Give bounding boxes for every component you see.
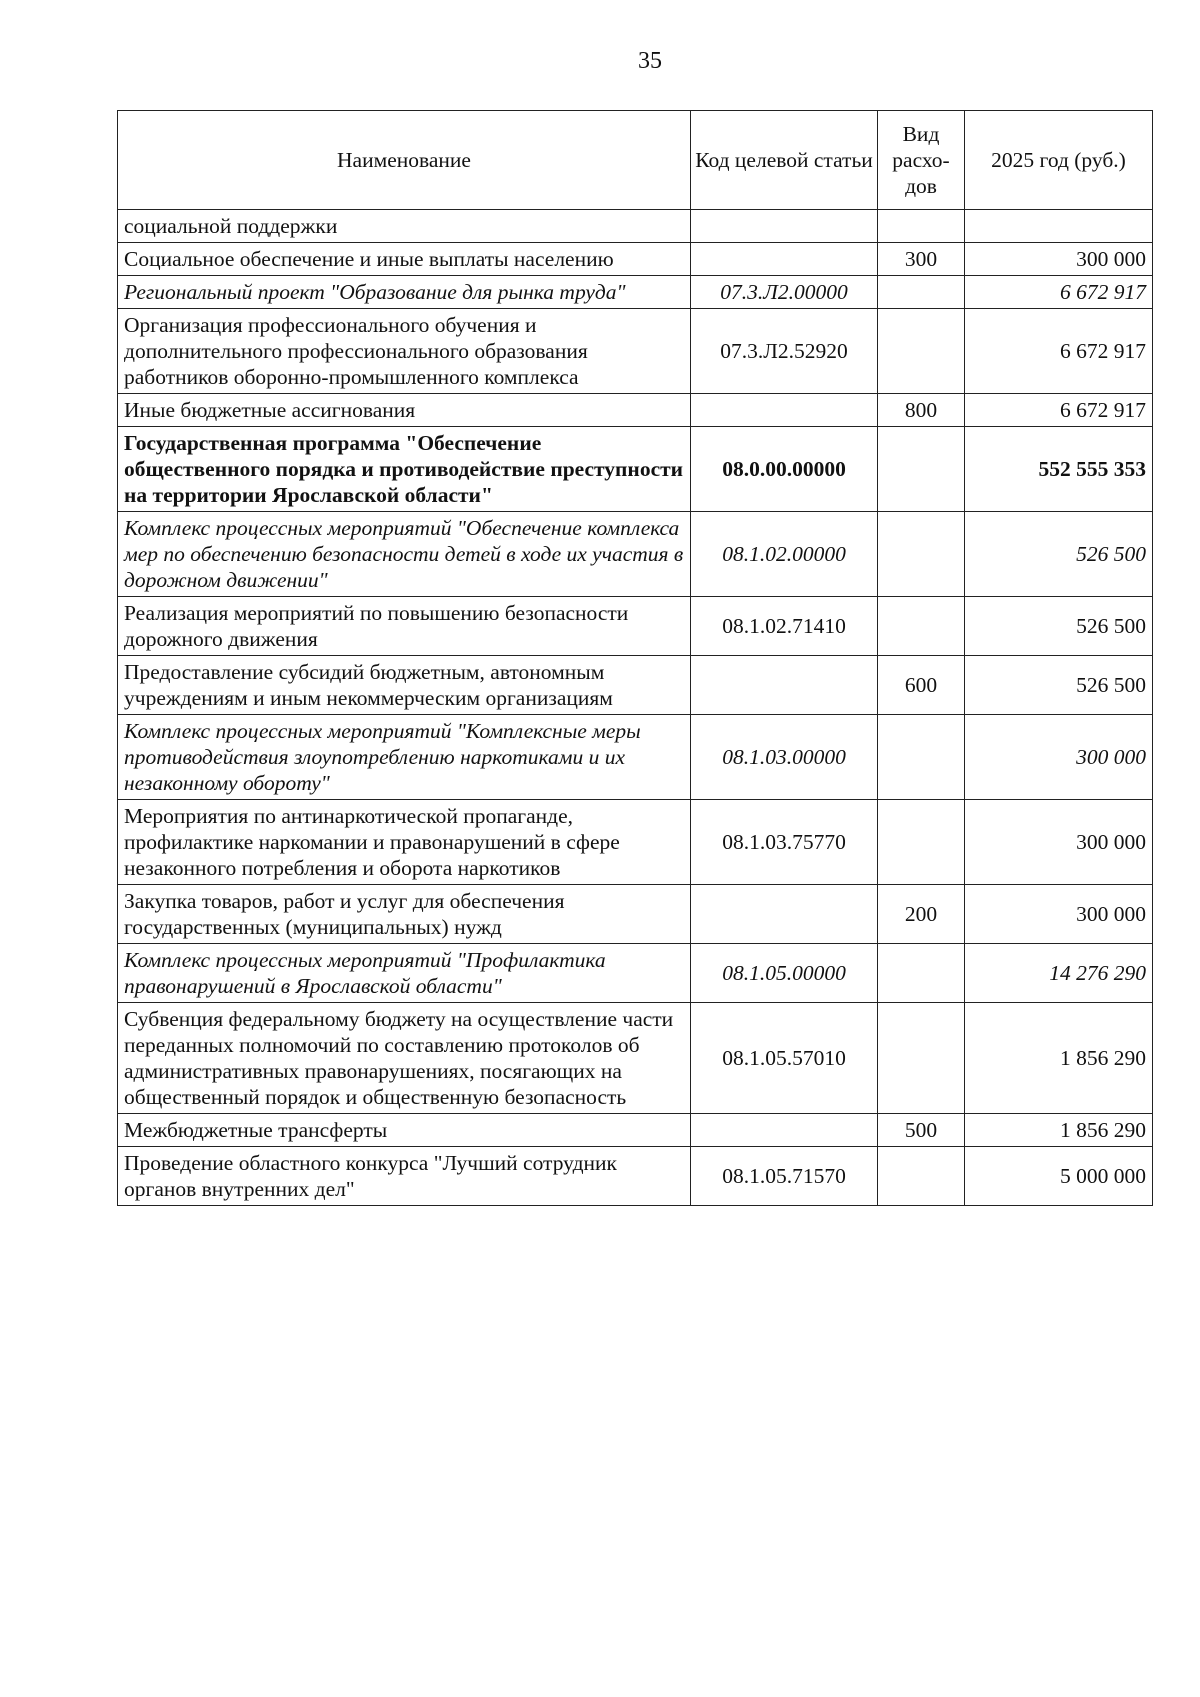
cell-code [691, 656, 878, 715]
cell-kind: 200 [878, 885, 965, 944]
cell-name: Организация профессионального обучения и дополнительного профессионального образования работников оборонно-промышленного комплекса [118, 309, 691, 394]
cell-code: 07.3.Л2.00000 [691, 276, 878, 309]
cell-code: 08.1.03.00000 [691, 715, 878, 800]
cell-name: социальной поддержки [118, 210, 691, 243]
table-row [118, 243, 1153, 276]
cell-code [691, 210, 878, 243]
cell-name: Комплекс процессных мероприятий "Комплексные меры противодействия злоупотреблению наркотиками и их незаконному обороту" [118, 715, 691, 800]
budget-table [117, 110, 1153, 1206]
cell-code [691, 1114, 878, 1147]
header-kind: Вид расхо-дов [878, 111, 965, 210]
cell-code [691, 243, 878, 276]
cell-kind: 600 [878, 656, 965, 715]
cell-name: Межбюджетные трансферты [118, 1114, 691, 1147]
table-row [118, 800, 1153, 885]
table-row [118, 309, 1153, 394]
cell-code: 08.1.03.75770 [691, 800, 878, 885]
table-row [118, 1147, 1153, 1206]
table-body [118, 210, 1153, 1206]
cell-name: Комплекс процессных мероприятий "Обеспечение комплекса мер по обеспечению безопасности детей в ходе их участия в дорожном движении" [118, 512, 691, 597]
cell-sum: 300 000 [965, 715, 1153, 800]
cell-kind [878, 427, 965, 512]
cell-code: 08.1.05.57010 [691, 1003, 878, 1114]
cell-kind [878, 512, 965, 597]
cell-kind [878, 800, 965, 885]
table-row [118, 944, 1153, 1003]
cell-kind [878, 276, 965, 309]
cell-sum: 1 856 290 [965, 1114, 1153, 1147]
cell-kind: 500 [878, 1114, 965, 1147]
table-row [118, 715, 1153, 800]
cell-name: Закупка товаров, работ и услуг для обеспечения государственных (муниципальных) нужд [118, 885, 691, 944]
header-name: Наименование [118, 111, 691, 210]
table-row [118, 1003, 1153, 1114]
cell-code [691, 394, 878, 427]
cell-name: Реализация мероприятий по повышению безопасности дорожного движения [118, 597, 691, 656]
cell-sum: 14 276 290 [965, 944, 1153, 1003]
table-row [118, 597, 1153, 656]
cell-name: Субвенция федеральному бюджету на осуществление части переданных полномочий по составлению протоколов об административных правонарушениях, посягающих на общественный порядок и общественную безопасность [118, 1003, 691, 1114]
cell-sum: 6 672 917 [965, 276, 1153, 309]
cell-kind [878, 210, 965, 243]
cell-kind [878, 309, 965, 394]
cell-name: Государственная программа "Обеспечение общественного порядка и противодействие преступности на территории Ярославской области" [118, 427, 691, 512]
cell-code: 08.1.02.71410 [691, 597, 878, 656]
cell-sum: 6 672 917 [965, 309, 1153, 394]
header-sum: 2025 год (руб.) [965, 111, 1153, 210]
header-code: Код целевой статьи [691, 111, 878, 210]
cell-sum: 300 000 [965, 243, 1153, 276]
cell-sum [965, 210, 1153, 243]
cell-name: Предоставление субсидий бюджетным, автономным учреждениям и иным некоммерческим организациям [118, 656, 691, 715]
cell-kind [878, 715, 965, 800]
cell-sum: 300 000 [965, 800, 1153, 885]
page-number: 35 [638, 48, 662, 74]
cell-sum: 6 672 917 [965, 394, 1153, 427]
cell-name: Комплекс процессных мероприятий "Профилактика правонарушений в Ярославской области" [118, 944, 691, 1003]
cell-name: Проведение областного конкурса "Лучший сотрудник органов внутренних дел" [118, 1147, 691, 1206]
cell-code: 07.3.Л2.52920 [691, 309, 878, 394]
cell-sum: 526 500 [965, 512, 1153, 597]
cell-kind: 300 [878, 243, 965, 276]
table-row [118, 885, 1153, 944]
cell-name: Социальное обеспечение и иные выплаты населению [118, 243, 691, 276]
cell-name: Иные бюджетные ассигнования [118, 394, 691, 427]
cell-code: 08.1.05.00000 [691, 944, 878, 1003]
table-row [118, 394, 1153, 427]
cell-name: Мероприятия по антинаркотической пропаганде, профилактике наркомании и правонарушений в сфере незаконного потребления и оборота наркотиков [118, 800, 691, 885]
cell-sum: 300 000 [965, 885, 1153, 944]
table-row [118, 512, 1153, 597]
cell-code [691, 885, 878, 944]
table-header-row [118, 111, 1153, 210]
table-row [118, 656, 1153, 715]
cell-kind [878, 597, 965, 656]
cell-sum: 552 555 353 [965, 427, 1153, 512]
table-row [118, 1114, 1153, 1147]
table-row [118, 276, 1153, 309]
table-row [118, 427, 1153, 512]
cell-sum: 1 856 290 [965, 1003, 1153, 1114]
cell-name: Региональный проект "Образование для рынка труда" [118, 276, 691, 309]
cell-sum: 526 500 [965, 656, 1153, 715]
table-row [118, 210, 1153, 243]
cell-sum: 526 500 [965, 597, 1153, 656]
cell-sum: 5 000 000 [965, 1147, 1153, 1206]
cell-kind [878, 944, 965, 1003]
cell-kind: 800 [878, 394, 965, 427]
cell-code: 08.0.00.00000 [691, 427, 878, 512]
cell-code: 08.1.05.71570 [691, 1147, 878, 1206]
cell-kind [878, 1147, 965, 1206]
cell-code: 08.1.02.00000 [691, 512, 878, 597]
cell-kind [878, 1003, 965, 1114]
